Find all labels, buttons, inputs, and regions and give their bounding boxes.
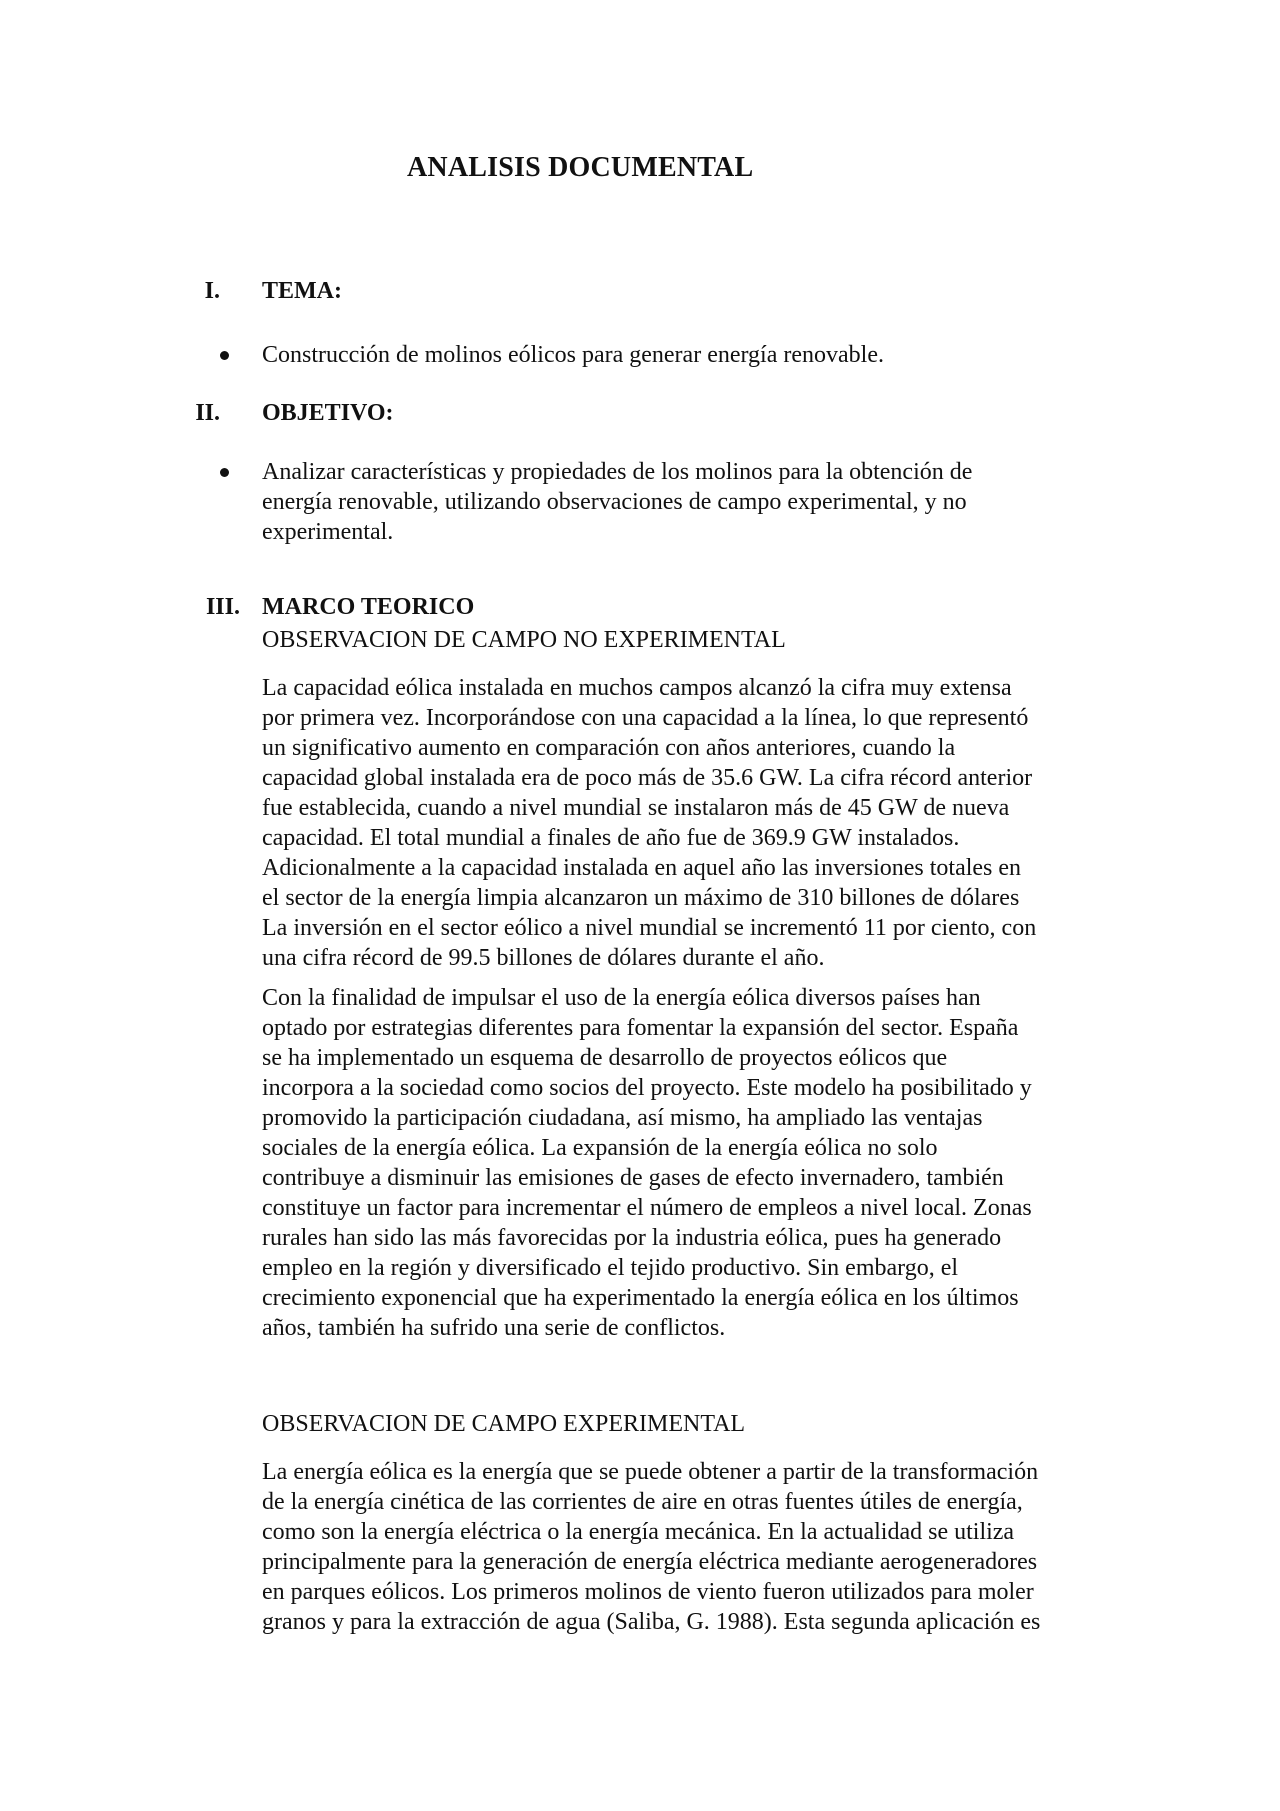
- bullet-dot-icon: [220, 351, 229, 360]
- text-line: crecimiento exponencial que ha experimentado la energía eólica en los últimos: [262, 1285, 1019, 1311]
- text-line: Con la finalidad de impulsar el uso de la energía eólica diversos países han: [262, 985, 981, 1011]
- objetivo-bullet-text: [262, 457, 1102, 547]
- text-line: optado por estrategias diferentes para fomentar la expansión del sector. España: [262, 1015, 1019, 1041]
- text-line: el sector de la energía limpia alcanzaron un máximo de 310 billones de dólares: [262, 885, 1020, 911]
- text-line: en parques eólicos. Los primeros molinos de viento fueron utilizados para moler: [262, 1579, 1034, 1605]
- text-line: experimental.: [262, 519, 394, 545]
- text-line: una cifra récord de 99.5 billones de dólares durante el año.: [262, 945, 825, 971]
- text-line: capacidad. El total mundial a finales de año fue de 369.9 GW instalados.: [262, 825, 960, 851]
- text-line: La capacidad eólica instalada en muchos campos alcanzó la cifra muy extensa: [262, 675, 1012, 701]
- text-line: contribuye a disminuir las emisiones de gases de efecto invernadero, también: [262, 1165, 1004, 1191]
- text-line: La energía eólica es la energía que se puede obtener a partir de la transformación: [262, 1459, 1039, 1485]
- tema-bullet-text: Construcción de molinos eólicos para generar energía renovable.: [262, 342, 884, 368]
- document-title: ANALISIS DOCUMENTAL: [407, 152, 754, 183]
- text-line: sociales de la energía eólica. La expansión de la energía eólica no solo: [262, 1135, 938, 1161]
- text-line: granos y para la extracción de agua (Saliba, G. 1988). Esta segunda aplicación es: [262, 1609, 1041, 1635]
- section-number-3: III.: [205, 594, 240, 620]
- text-line: Adicionalmente a la capacidad instalada en aquel año las inversiones totales en: [262, 855, 1022, 881]
- text-line: principalmente para la generación de energía eléctrica mediante aerogeneradores: [262, 1549, 1038, 1575]
- subsection-heading-experimental: OBSERVACION DE CAMPO EXPERIMENTAL: [262, 1411, 746, 1437]
- text-line: de la energía cinética de las corrientes de aire en otras fuentes útiles de energía,: [262, 1489, 1023, 1515]
- text-line: capacidad global instalada era de poco más de 35.6 GW. La cifra récord anterior: [262, 765, 1033, 791]
- text-line: promovido la participación ciudadana, así mismo, ha ampliado las ventajas: [262, 1105, 983, 1131]
- text-line: fue establecida, cuando a nivel mundial se instalaron más de 45 GW de nueva: [262, 795, 1010, 821]
- section-number-1: I.: [204, 278, 220, 304]
- section-label-tema: TEMA:: [262, 278, 342, 304]
- text-line: un significativo aumento en comparación con años anteriores, cuando la: [262, 735, 956, 761]
- text-line: constituye un factor para incrementar el número de empleos a nivel local. Zonas: [262, 1195, 1032, 1221]
- bullet-dot-icon: [220, 468, 229, 477]
- text-line: como son la energía eléctrica o la energía mecánica. En la actualidad se utiliza: [262, 1519, 1015, 1545]
- text-line: se ha implementado un esquema de desarrollo de proyectos eólicos que: [262, 1045, 948, 1071]
- section-label-marco-teorico: MARCO TEORICO: [262, 594, 475, 620]
- text-line: energía renovable, utilizando observaciones de campo experimental, y no: [262, 489, 967, 515]
- subsection-heading-no-experimental: OBSERVACION DE CAMPO NO EXPERIMENTAL: [262, 627, 786, 653]
- text-line: rurales han sido las más favorecidas por la industria eólica, pues ha generado: [262, 1225, 1002, 1251]
- section-label-objetivo: OBJETIVO:: [262, 400, 394, 426]
- paragraph-capacidad-eolica: [262, 673, 1102, 973]
- text-line: incorpora a la sociedad como socios del proyecto. Este modelo ha posibilitado y: [262, 1075, 1032, 1101]
- text-line: Analizar características y propiedades de los molinos para la obtención de: [262, 459, 973, 485]
- text-line: La inversión en el sector eólico a nivel mundial se incrementó 11 por ciento, con: [262, 915, 1037, 941]
- text-line: años, también ha sufrido una serie de conflictos.: [262, 1315, 726, 1341]
- paragraph-energia-eolica: [262, 1457, 1102, 1637]
- section-number-2: II.: [195, 400, 220, 426]
- text-line: por primera vez. Incorporándose con una capacidad a la línea, lo que representó: [262, 705, 1029, 731]
- paragraph-finalidad: [262, 983, 1102, 1343]
- text-line: empleo en la región y diversificado el tejido productivo. Sin embargo, el: [262, 1255, 959, 1281]
